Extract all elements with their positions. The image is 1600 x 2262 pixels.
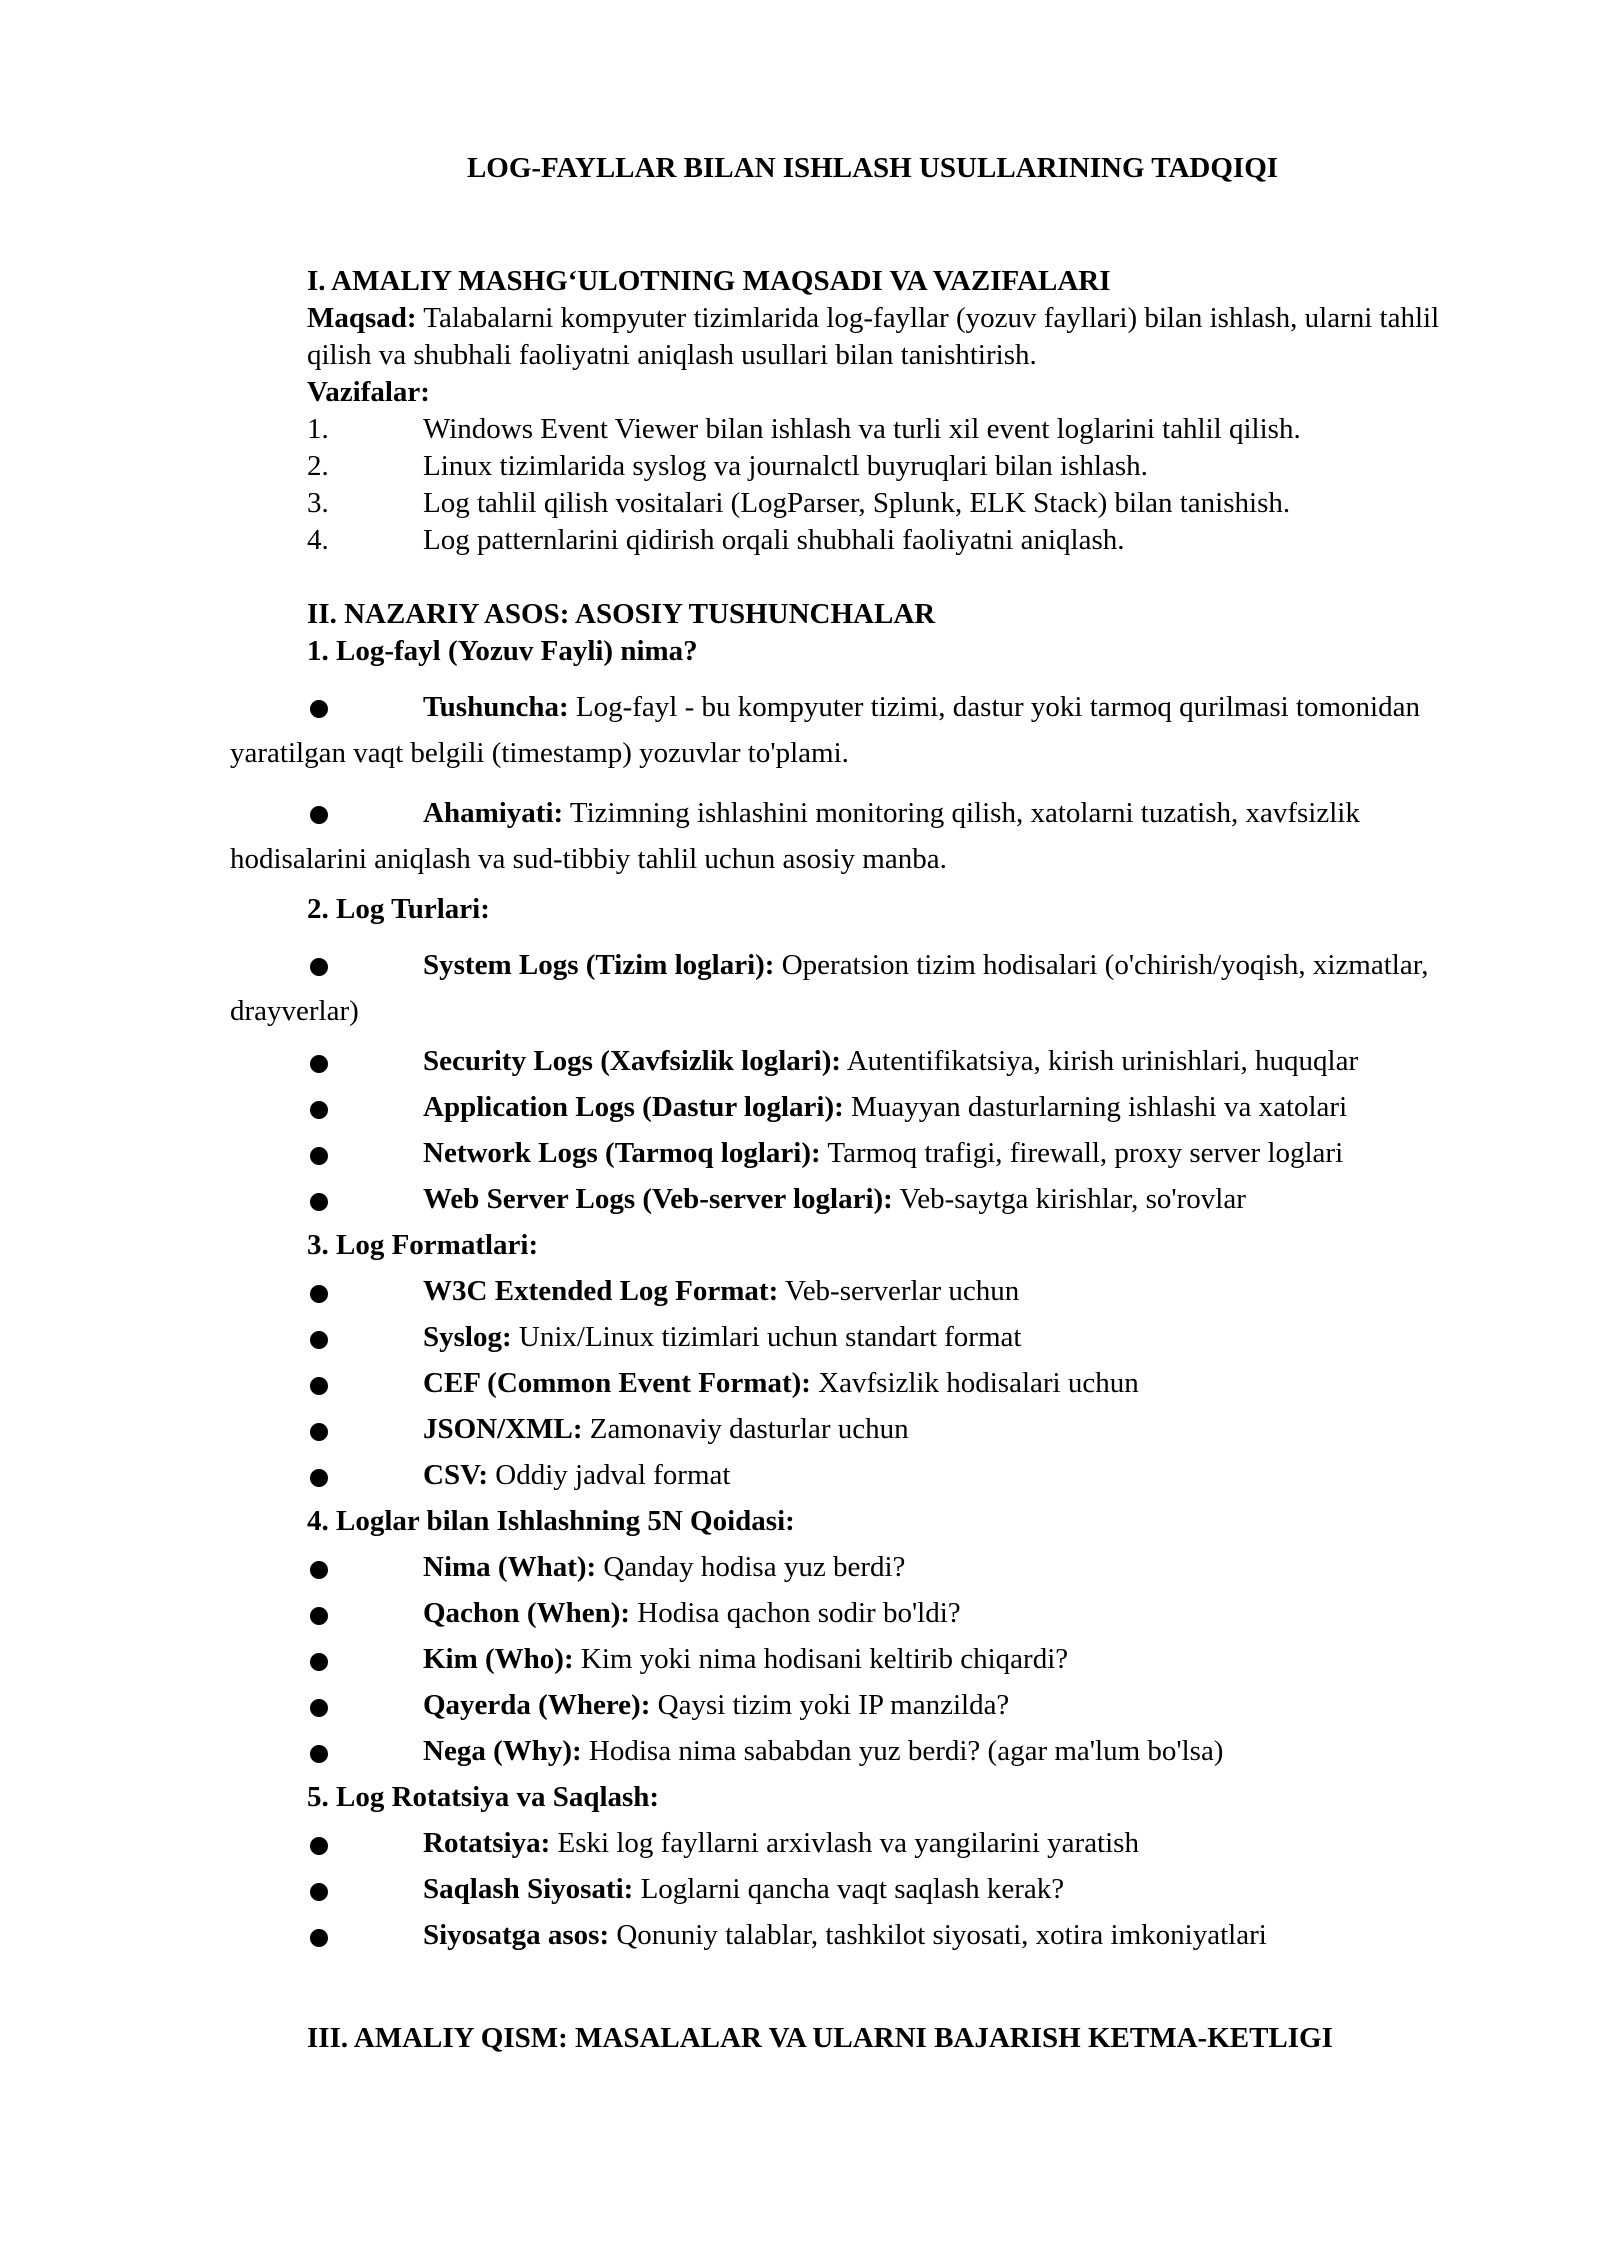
bullet-text: Qanday hodisa yuz berdi? bbox=[596, 1551, 906, 1583]
spacer bbox=[230, 1963, 1475, 2020]
subsection-heading: 5. Log Rotatsiya va Saqlash: bbox=[307, 1781, 660, 1813]
bullet-text: Autentifikatsiya, kirish urinishlari, huquqlar bbox=[841, 1045, 1359, 1077]
bullet-text: Muayyan dasturlarning ishlashi va xatolari bbox=[843, 1091, 1348, 1123]
tasks-label: Vazifalar: bbox=[307, 376, 430, 408]
bullet-text: Loglarni qancha vaqt saqlash kerak? bbox=[633, 1873, 1065, 1905]
subsection-heading: 3. Log Formatlari: bbox=[307, 1229, 539, 1261]
bullet-text: Veb-saytga kirishlar, so'rovlar bbox=[892, 1183, 1246, 1215]
bullet-label: CSV: bbox=[423, 1459, 489, 1491]
goal-text: Talabalarni kompyuter tizimlarida log-fayllar (yozuv fayllari) bilan ishlash, ularni tahlil qilish va shubhali faoliyatni aniqlash usullari bilan tanishtirish. bbox=[307, 302, 1440, 371]
bullet-item bbox=[230, 1411, 1475, 1448]
bullet-icon bbox=[310, 1377, 328, 1395]
bullet-icon bbox=[310, 1699, 328, 1717]
task-number: 3. bbox=[307, 487, 329, 519]
bullet-item bbox=[230, 1319, 1475, 1356]
bullet-text: Operatsion tizim hodisalari (o'chirish/yoqish, xizmatlar, drayverlar) bbox=[230, 949, 1429, 1027]
bullet-label: Network Logs (Tarmoq loglari): bbox=[423, 1137, 821, 1169]
bullet-text: Oddiy jadval format bbox=[488, 1459, 731, 1491]
section-1-heading: I. AMALIY MASHG‘ULOTNING MAQSADI VA VAZIFALARI bbox=[307, 265, 1111, 297]
bullet-text: Hodisa qachon sodir bo'ldi? bbox=[630, 1597, 961, 1629]
task-text: Log tahlil qilish vositalari (LogParser, Splunk, ELK Stack) bilan tanishish. bbox=[423, 487, 1291, 519]
bullet-text: Log-fayl - bu kompyuter tizimi, dastur yoki tarmoq qurilmasi tomonidan yaratilgan vaqt belgili (timestamp) yozuvlar to'plami. bbox=[230, 691, 1420, 769]
spacer bbox=[230, 559, 1475, 596]
task-text: Linux tizimlarida syslog va journalctl buyruqlari bilan ishlash. bbox=[423, 450, 1148, 482]
bullet-label: CEF (Common Event Format): bbox=[423, 1367, 811, 1399]
bullet-icon bbox=[310, 700, 328, 718]
bullet-item bbox=[230, 684, 1475, 776]
bullet-label: Nega (Why): bbox=[423, 1735, 582, 1767]
bullet-icon bbox=[310, 1883, 328, 1901]
subsection-heading: 2. Log Turlari: bbox=[307, 893, 490, 925]
bullet-icon bbox=[310, 1469, 328, 1487]
bullet-item bbox=[230, 942, 1475, 1034]
bullet-text: Unix/Linux tizimlari uchun standart format bbox=[511, 1321, 1022, 1353]
bullet-text: Xavfsizlik hodisalari uchun bbox=[810, 1367, 1139, 1399]
bullet-text: Tarmoq trafigi, firewall, proxy server loglari bbox=[820, 1137, 1344, 1169]
section-3-heading: III. AMALIY QISM: MASALALAR VA ULARNI BAJARISH KETMA-KETLIGI bbox=[307, 2022, 1333, 2054]
bullet-label: Security Logs (Xavfsizlik loglari): bbox=[423, 1045, 842, 1077]
bullet-text: Qaysi tizim yoki IP manzilda? bbox=[650, 1689, 1010, 1721]
document-title: LOG-FAYLLAR BILAN ISHLASH USULLARINING TADQIQI bbox=[466, 152, 1279, 184]
section-2-heading: II. NAZARIY ASOS: ASOSIY TUSHUNCHALAR bbox=[307, 598, 936, 630]
bullet-item bbox=[230, 1043, 1475, 1080]
bullet-label: Rotatsiya: bbox=[423, 1827, 551, 1859]
bullet-text: Kim yoki nima hodisani keltirib chiqardi? bbox=[573, 1643, 1069, 1675]
bullet-item bbox=[230, 1089, 1475, 1126]
bullet-icon bbox=[310, 806, 328, 824]
bullet-item bbox=[230, 1181, 1475, 1218]
bullet-text: Qonuniy talablar, tashkilot siyosati, xotira imkoniyatlari bbox=[609, 1919, 1267, 1951]
task-number: 1. bbox=[307, 413, 329, 445]
bullet-label: Ahamiyati: bbox=[423, 797, 564, 829]
bullet-icon bbox=[310, 958, 328, 976]
task-item bbox=[230, 522, 1475, 559]
bullet-item bbox=[230, 1273, 1475, 1310]
task-number: 4. bbox=[307, 524, 329, 556]
bullet-text: Hodisa nima sababdan yuz berdi? (agar ma'lum bo'lsa) bbox=[581, 1735, 1224, 1767]
bullet-item bbox=[230, 1457, 1475, 1494]
bullet-icon bbox=[310, 1193, 328, 1211]
bullet-item bbox=[230, 1549, 1475, 1586]
task-item bbox=[230, 448, 1475, 485]
bullet-item bbox=[230, 1365, 1475, 1402]
bullet-label: Web Server Logs (Veb-server loglari): bbox=[423, 1183, 893, 1215]
task-item bbox=[230, 485, 1475, 522]
bullet-text: Zamonaviy dasturlar uchun bbox=[582, 1413, 909, 1445]
bullet-label: W3C Extended Log Format: bbox=[423, 1275, 779, 1307]
bullet-icon bbox=[310, 1837, 328, 1855]
bullet-item bbox=[230, 1135, 1475, 1172]
bullet-label: Nima (What): bbox=[423, 1551, 597, 1583]
bullet-icon bbox=[310, 1285, 328, 1303]
document-page bbox=[230, 150, 1475, 2057]
bullet-label: Tushuncha: bbox=[423, 691, 569, 723]
bullet-label: Application Logs (Dastur loglari): bbox=[423, 1091, 844, 1123]
goal-paragraph bbox=[230, 300, 1475, 374]
bullet-label: Saqlash Siyosati: bbox=[423, 1873, 634, 1905]
task-text: Log patternlarini qidirish orqali shubhali faoliyatni aniqlash. bbox=[423, 524, 1125, 556]
bullet-text: Eski log fayllarni arxivlash va yangilarini yaratish bbox=[550, 1827, 1139, 1859]
bullet-label: Siyosatga asos: bbox=[423, 1919, 610, 1951]
task-text: Windows Event Viewer bilan ishlash va turli xil event loglarini tahlil qilish. bbox=[423, 413, 1301, 445]
bullet-icon bbox=[310, 1055, 328, 1073]
bullet-icon bbox=[310, 1561, 328, 1579]
bullet-label: Qachon (When): bbox=[423, 1597, 631, 1629]
bullet-icon bbox=[310, 1929, 328, 1947]
bullet-item bbox=[230, 1687, 1475, 1724]
bullet-text: Veb-serverlar uchun bbox=[778, 1275, 1020, 1307]
bullet-icon bbox=[310, 1745, 328, 1763]
bullet-icon bbox=[310, 1607, 328, 1625]
bullet-item bbox=[230, 1871, 1475, 1908]
bullet-label: Qayerda (Where): bbox=[423, 1689, 651, 1721]
bullet-item bbox=[230, 1733, 1475, 1770]
bullet-label: JSON/XML: bbox=[423, 1413, 583, 1445]
bullet-icon bbox=[310, 1331, 328, 1349]
bullet-item bbox=[230, 1825, 1475, 1862]
bullet-label: Kim (Who): bbox=[423, 1643, 574, 1675]
subsection-heading: 1. Log-fayl (Yozuv Fayli) nima? bbox=[307, 635, 698, 667]
bullet-text: Tizimning ishlashini monitoring qilish, xatolarni tuzatish, xavfsizlik hodisalarini aniqlash va sud-tibbiy tahlil uchun asosiy manba. bbox=[230, 797, 1360, 875]
bullet-item bbox=[230, 790, 1475, 882]
bullet-item bbox=[230, 1917, 1475, 1954]
task-item bbox=[230, 411, 1475, 448]
bullet-label: System Logs (Tizim loglari): bbox=[423, 949, 775, 981]
bullet-icon bbox=[310, 1147, 328, 1165]
bullet-icon bbox=[310, 1423, 328, 1441]
task-number: 2. bbox=[307, 450, 329, 482]
bullet-icon bbox=[310, 1101, 328, 1119]
bullet-item bbox=[230, 1641, 1475, 1678]
bullet-label: Syslog: bbox=[423, 1321, 512, 1353]
goal-label: Maqsad: bbox=[307, 302, 417, 334]
subsection-heading: 4. Loglar bilan Ishlashning 5N Qoidasi: bbox=[307, 1505, 795, 1537]
bullet-item bbox=[230, 1595, 1475, 1632]
bullet-icon bbox=[310, 1653, 328, 1671]
